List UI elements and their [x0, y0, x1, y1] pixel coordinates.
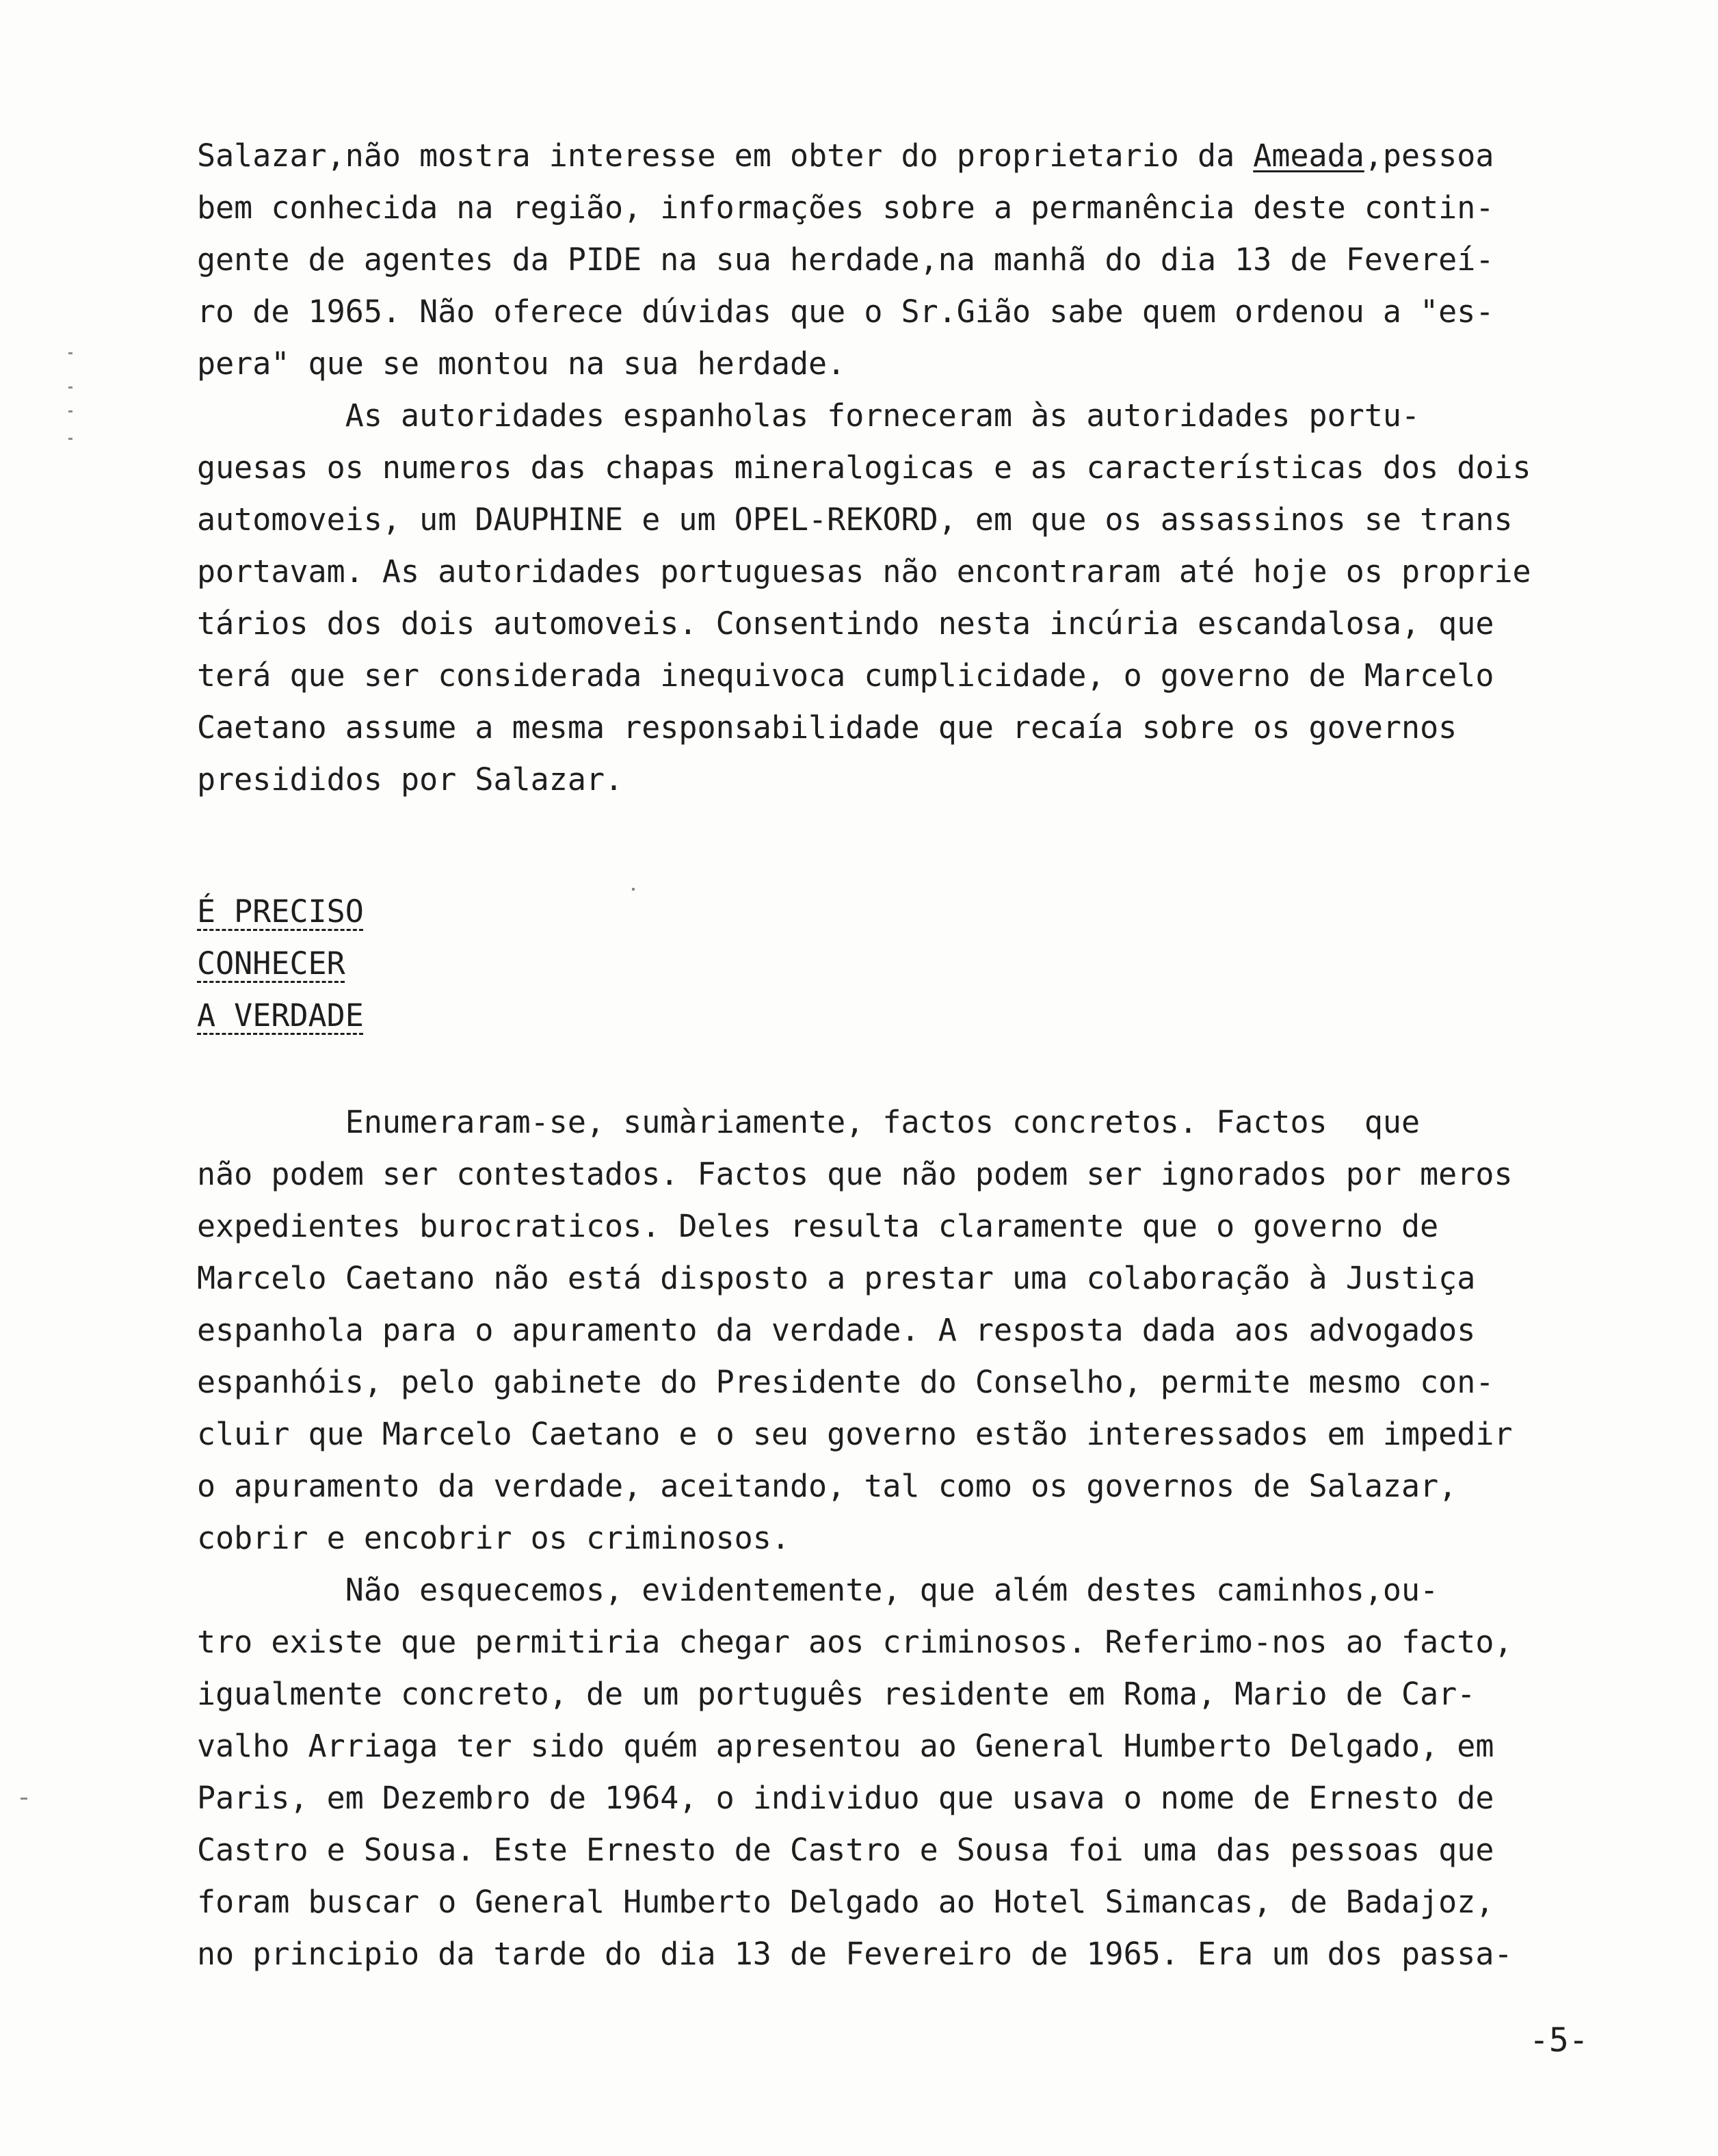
margin-mark: [68, 386, 72, 389]
paragraph-2-line: presididos por Salazar.: [197, 761, 624, 798]
paragraph-2-line: portavam. As autoridades portuguesas não encontraram até hoje os proprie: [197, 553, 1531, 590]
paragraph-3-line: Marcelo Caetano não está disposto a prestar uma colaboração à Justiça: [197, 1260, 1476, 1296]
paragraph-2-line: guesas os numeros das chapas mineralogicas e as características dos dois: [197, 449, 1531, 486]
paragraph-4-line: no principio da tarde do dia 13 de Fevereiro de 1965. Era um dos passa-: [197, 1936, 1513, 1972]
paragraph-2-line: tários dos dois automoveis. Consentindo nesta incúria escandalosa, que: [197, 605, 1494, 642]
paragraph-3-line: espanhóis, pelo gabinete do Presidente do Conselho, permite mesmo con-: [197, 1364, 1494, 1400]
margin-mark: [21, 1798, 27, 1800]
paragraph-3-line: não podem ser contestados. Factos que não podem ser ignorados por meros: [197, 1156, 1513, 1192]
paragraph-4-line: Paris, em Dezembro de 1964, o individuo que usava o nome de Ernesto de: [197, 1780, 1494, 1816]
paragraph-3-line: expedientes burocraticos. Deles resulta claramente que o governo de: [197, 1208, 1439, 1244]
paragraph-1-line-1-tail: ,pessoa: [1364, 137, 1494, 174]
paragraph-3-line: cobrir e encobrir os criminosos.: [197, 1520, 790, 1556]
paragraph-1-line: ro de 1965. Não oferece dúvidas que o Sr.Gião sabe quem ordenou a "es-: [197, 293, 1494, 330]
paragraph-1-line: gente de agentes da PIDE na sua herdade,na manhã do dia 13 de Fevereí-: [197, 241, 1494, 278]
margin-mark: [68, 410, 72, 412]
stray-dot: [632, 888, 635, 891]
paragraph-4-line: igualmente concreto, de um português residente em Roma, Mario de Car-: [197, 1676, 1476, 1712]
paragraph-4-line: valho Arriaga ter sido quém apresentou ao General Humberto Delgado, em: [197, 1728, 1494, 1764]
paragraph-1-line-1-head: Salazar,não mostra interesse em obter do proprietario da: [197, 137, 1254, 174]
paragraph-2-line: Caetano assume a mesma responsabilidade que recaía sobre os governos: [197, 709, 1457, 746]
paragraph-3-line: Enumeraram-se, sumàriamente, factos concretos. Factos que: [197, 1104, 1420, 1140]
paragraph-1-line: pera" que se montou na sua herdade.: [197, 345, 846, 382]
section-heading-line: CONHECER: [197, 945, 345, 982]
paragraph-3-line: cluir que Marcelo Caetano e o seu governo estão interessados em impedir: [197, 1416, 1513, 1452]
margin-mark: [68, 438, 72, 440]
ameada-underlined-word: Ameada: [1253, 137, 1364, 174]
paragraph-3-line: espanhola para o apuramento da verdade. A resposta dada aos advogados: [197, 1312, 1476, 1348]
section-heading-line: A VERDADE: [197, 997, 364, 1034]
margin-mark: [68, 352, 72, 354]
paragraph-4-line: Não esquecemos, evidentemente, que além destes caminhos,ou-: [197, 1572, 1439, 1608]
paragraph-4-line: foram buscar o General Humberto Delgado ao Hotel Simancas, de Badajoz,: [197, 1884, 1494, 1920]
paragraph-1-line: [197, 137, 1494, 174]
paragraph-4-line: Castro e Sousa. Este Ernesto de Castro e Sousa foi uma das pessoas que: [197, 1832, 1494, 1868]
paragraph-2-line: terá que ser considerada inequivoca cumplicidade, o governo de Marcelo: [197, 657, 1494, 694]
paragraph-1-line: bem conhecida na região, informações sobre a permanência deste contin-: [197, 189, 1494, 226]
paragraph-4-line: tro existe que permitiria chegar aos criminosos. Referimo-nos ao facto,: [197, 1624, 1513, 1660]
paragraph-2-line: automoveis, um DAUPHINE e um OPEL-REKORD, em que os assassinos se trans: [197, 501, 1513, 538]
page-number: -5-: [1529, 2021, 1589, 2060]
paragraph-3-line: o apuramento da verdade, aceitando, tal como os governos de Salazar,: [197, 1468, 1457, 1504]
section-heading-line: É PRECISO: [197, 893, 364, 930]
paragraph-2-line: As autoridades espanholas forneceram às autoridades portu-: [197, 397, 1420, 434]
